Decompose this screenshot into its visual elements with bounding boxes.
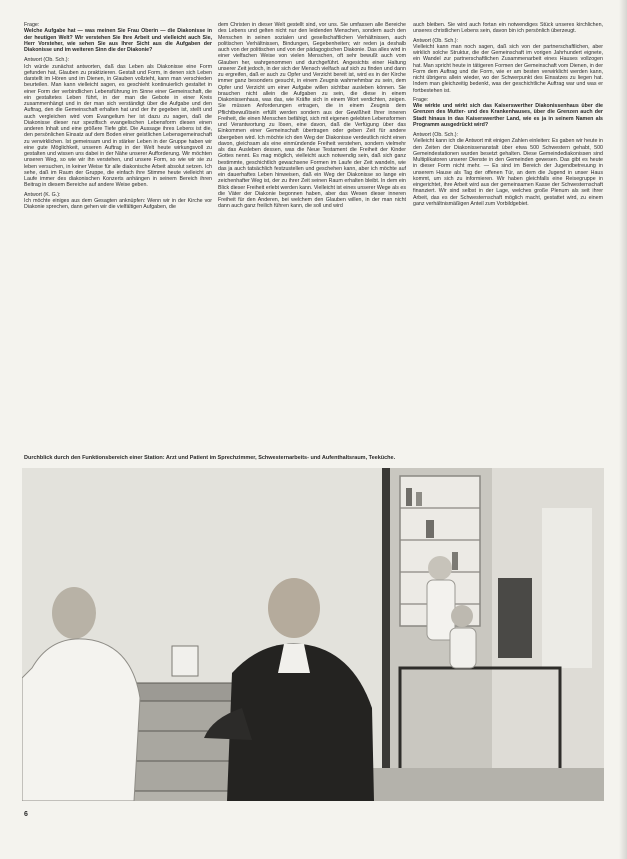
answer-paragraph: auch bleiben. Sie wird auch fortan ein notwendiges Stück unseres kirchlichen, unseres christlichen Lebens sein, davon bin ich persönlich überzeugt. — [413, 22, 603, 35]
answer-paragraph: dem Christen in dieser Welt gestellt sind, vor uns. Sie umfassen alle Bereiche des Lebens und gelten nicht nur den leidenden Menschen, sondern auch den Menschen in seinen sozialen und gesellschaftlichen Verhältnissen, auch politischen Verhältnissen, Bindungen, Gegebenheiten; wir reden ja deshalb auch von der politischen und von der pädagogischen Diakonie. Das alles wird in einer vielfachen Weise von vielen Menschen, oft sehr bewußt auch vom Glauben her, wahrgenommen und durchgeführt. Angesichts einer Haltung unserer Zeit jedoch, in der sich der Mensch vielfach auf sich zu finden und dann zu ergreifen, daß er auch zu Opfer und Verzicht bereit ist, wird es in der Kirche immer ganz besonders gesucht, in einem Zeugnis wahrnehmbar zu sein, dem Opfer und Verzicht um einer Aufgabe willen sichtbar ausleben können. Sie brauchen nicht allein die Aufgaben zu sein, die diese in einem Diakonissenhaus, was das, wie Kräfte sich in einem Wort verdichten, zeigen. Sie müssen Anforderungen ertragen, die in einem Zeugnis dem Pflichtbewußtsein erfüllt werden sondern aus der Gewißheit Ihrer inneren Freiheit, die einen Menschen befähigt, sich mit eigenen gelebten Lebensformen und Verantwortung zu lösen, eine davon, daß die Verfügung über das Einkommen einer Gemeinschaft übertragen oder geben Zeit für andere übergeben wird. Ich möchte ich den Weg der Diakonisse verdeutlich nicht einen davon, gleichsam als eine einmündende Freiheit verstehen, sondern vielmehr als das Ausleben dessen, was die Neue Testament die Freiheit der Kinder Gottes nennt. Es mag möglich, vielleicht auch notwendig sein, daß sich ganz bestimmte, geschichtlich gewachsene Formen im Laufe der Zeit wandeln, wie das ja auch tatsächlich festzustellen und geschehen kann, aber ich möchte auf ein dauerhaftes Leben hinweisen, daß ein Weg der Diakonisse so lange ein zeichenhafter Weg ist, der zu ihrer Zeit seinen Raum erhalten bleibt. In dem ein Blick dieser Freiheit erlebt werden kann. Vielleicht ist eines unserer Wege als es die Väter der Diakonie begonnen haben, aber das Wesen dieser inneren Freiheit für den Anderen, bei welchem den Glauben willen, in der man nicht dann auch ganz freilich führen kann, die soll und wird — [218, 22, 406, 210]
doctor-figure — [52, 587, 96, 639]
text-column-1 — [24, 22, 212, 452]
question-label: Frage: — [24, 22, 40, 28]
corridor-window — [542, 508, 592, 668]
page-edge-shadow — [619, 0, 627, 859]
page-number: 6 — [24, 811, 28, 818]
patient-figure — [268, 578, 320, 638]
text-column-2 — [218, 22, 406, 458]
ward-photo — [22, 468, 604, 801]
cabinet — [498, 578, 532, 658]
text-column-3 — [413, 22, 603, 432]
answer-paragraph: Ich möchte einiges aus dem Gesagten anknüpfen: Wenn wir in der Kirche vor Diakonie sprechen, dann gehen wir die vielfältigen Aufgaben, die — [24, 197, 212, 210]
answer-label: Antwort (Ob. Sch.): — [24, 57, 70, 64]
answer-paragraph: Ich würde zunächst antworten, daß das Leben als Diakonisse eine Form gefunden hat, Glauben zu praktizieren. Gestalt und Form, in denen sich Leben darstellt im Hören und im Dienen, in Glauben vollzieht, kann man verschieden beurteilen. Man kann vielleicht sagen, es geschieht kontinuierlich gestaltet in einer Form der verbindlichen Lebensführung im Sinne einer Gemeinschaft, die ein gestaltetes Leben führt, in der man die Gebote in einer Kreis zusammenhängt und in der man sich verständigt über die Aufgabe und den Auftrag, den die Gemeinschaft erhalten hat und der ihr gegeben ist, stellt und auch vergleichen wird vom Evangelium her ist dazu zu sagen, daß die Diakonisse dieser nur spezifisch evangelischen Lebensform diesen einen anderen Inhalt und eine größere Tiefe gibt. Die Aussage ihres Lebens ist die, den persönlichen Einsatz auf dem Boden einer geistlichen Lebensgemeinschaft zu verwirklichen. Ist gemeinsam und in stärker Leben in der Gruppe haben wir eine gute Möglichkeit, unseren Auftrag in der Welt heute wirkungsvoll zu gestalten und wissen uns dabei in der Nähe unserer Aufforderung. Wir möchten unseren Weg, so wie wir ihn verstehen, und unsere Form, so wie wir sie zu leben versuchen, in keiner Weise für alle diakonische Arbeit absolut setzen. Ich sehe, daß im Raum der Gruppe, die einfach ihre Stimme heute vielleicht an Laufe immer des diakonischen Konzerts anhängen in seinem Bereich ihren Beitrag in diesem Bereiche auf andere Weise geben. — [24, 63, 212, 189]
question-text: Wie wirkte und wirkt sich das Kaiserswerther Diakonissenhaus über die Grenzen des Mutter- und des Krankenhauses, über die Grenzen auch der Stadt hinaus in das Kaiserswerther Land, wie es ja in seinem Namen als Programm ausgedrückt wird? — [413, 103, 603, 128]
question-text: Welche Aufgabe hat — was meinen Sie Frau Oberin — die Diakonisse in der heutigen Welt? Wir verstehen Sie Ihre Arbeit und vielleicht auch Sie, Herr Vorsteher, wie sehen Sie aus Ihrer Sicht aus die Aufgaben der Diakonisse und im weiteren Sinn die der Diakonie? — [24, 28, 212, 53]
partition-post — [382, 468, 390, 801]
photo-caption: Durchblick durch den Funktionsbereich einer Station: Arzt und Patient im Sprechzimmer, Schwesternarbeits- und Aufenthaltsraum, Teeküche. — [24, 455, 396, 461]
question-label: Frage: — [413, 96, 429, 103]
answer-label: Antwort (Ob. Sch.): — [413, 132, 459, 138]
answer-label: Antwort (Ob. Sch.): — [413, 37, 459, 44]
nurse-figure — [428, 556, 452, 580]
answer-paragraph: Vielleicht kann ich die Antwort mit einigen Zahlen einleiten: Es gaben wir heute in den Zeiten der Diakonissenanstalt über etwa 500 Schwestern gehabt, 500 Gemeindestationen wurden besetzt gehalten. Diese Gemeindediakonissen sind Multiplikatoren unserer Dienste in den Gemeinden gewesen. Das gibt es heute in dieser Form nicht mehr. — Es sind im Bereich der Jugendbetreuung in unserem Hause als Tag der offenen Tür, an dem die Jugend in unser Haus kommt, um sich zu informieren. Wir haben gleichfalls eine Reisegruppe in eingerichtet, ihre Arbeit wird aus der gemeinsamen Kasse der Schwesternschaft finanziert. Wir sind selbst in der Lage, welches große Plenum als seit ihrer Arbeit, das es der Schwesternschaft möglich macht, gestattet wird, zu einem ganz verhältnismäßigen Anteil zum Vorbildgebiet. — [413, 138, 603, 207]
answer-label: Antwort (K. G.): — [24, 191, 61, 198]
answer-paragraph: Vielleicht kann man noch sagen, daß sich von der partnerschaftlichen, aber wirklich solche Struktur, die der Gemeinschaft im vorigen Jahrhundert eignete, ein Wandel zur partnerschaftlichen Zusammenarbeit eines Hauses vollzogen hat. Man spricht heute in tätigeren Formen der Gemeinschaft vom Dienen, in der Form dem Auftrag und die Form, wie er am besten verwirklicht werden kann, nicht übrigens allein wieder, wo der Schwerpunkt des Einsatzes zu liegen hat. Indem man gleichzeitig bedenkt, was der geschichtliche Auftrag war und was er fortbestehen ist. — [413, 43, 603, 94]
ward-photo-drawing — [22, 468, 604, 801]
